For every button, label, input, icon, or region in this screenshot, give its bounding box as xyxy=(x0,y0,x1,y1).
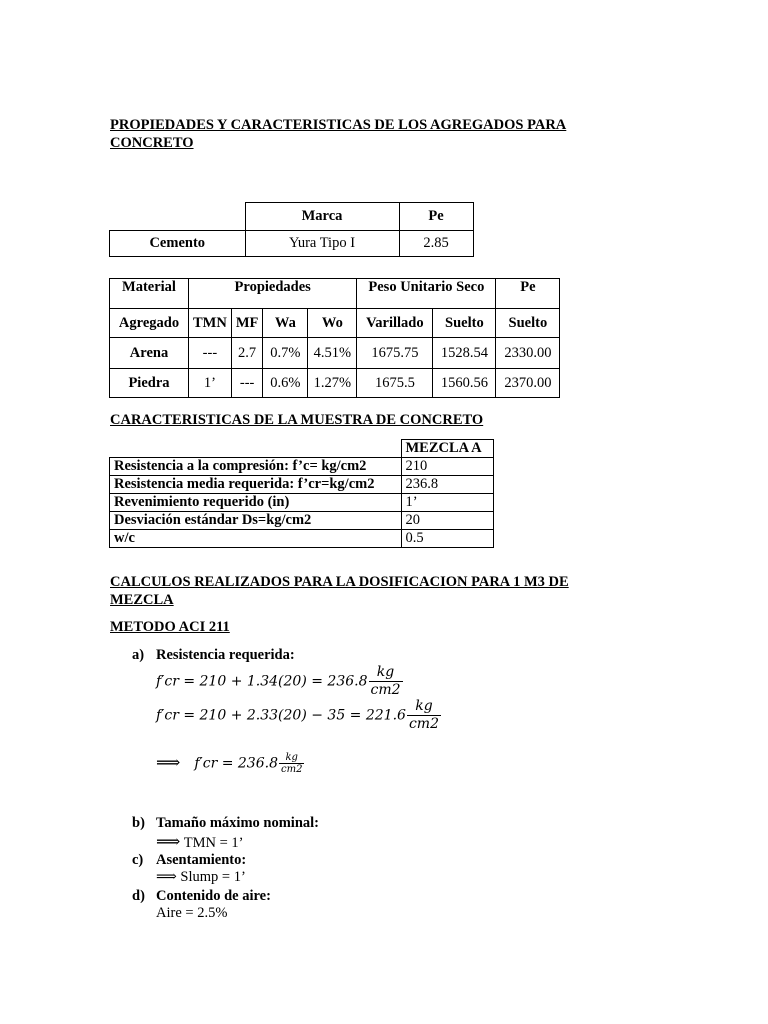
row-value: 20 xyxy=(401,512,493,530)
equation-2 xyxy=(156,698,441,733)
equation-text: f′cr = 236.8 xyxy=(194,755,278,772)
title-line-1: PROPIEDADES Y CARACTERISTICAS DE LOS AGREGADOS PARA xyxy=(110,117,567,133)
table-row xyxy=(110,458,494,476)
header-peso-unitario: Peso Unitario Seco xyxy=(357,279,496,309)
frac-num: kg xyxy=(369,664,403,682)
item-b-value-text: TMN = 1’ xyxy=(183,835,244,851)
cell: 4.51% xyxy=(308,338,357,369)
row-name: Arena xyxy=(110,338,189,369)
method-title: METODO ACI 211 xyxy=(110,619,230,635)
cell: 2330.00 xyxy=(496,338,560,369)
item-c-value-text: Slump = 1’ xyxy=(180,869,246,885)
equation-text: f′cr = 210 + 1.34(20) = 236.8 xyxy=(156,673,368,690)
item-c-marker: c) xyxy=(132,852,144,868)
subheader-wa: Wa xyxy=(263,309,308,338)
frac-den: cm2 xyxy=(280,764,303,775)
section-title-calculos xyxy=(110,573,569,609)
subheader-varillado: Varillado xyxy=(357,309,433,338)
cell: 0.7% xyxy=(263,338,308,369)
equation-text: f′cr = 210 + 2.33(20) − 35 = 221.6 xyxy=(156,707,406,724)
title-line-2: CONCRETO xyxy=(110,135,194,151)
section-title-agregados xyxy=(110,116,566,152)
row-label: Revenimiento requerido (in) xyxy=(110,494,402,512)
row-value: 210 xyxy=(401,458,493,476)
row-label: Desviación estándar Ds=kg/cm2 xyxy=(110,512,402,530)
implies-arrow-icon: ⟹ xyxy=(156,752,181,773)
implies-arrow-icon: ⟹ xyxy=(156,869,177,885)
table-row xyxy=(110,338,560,369)
fraction xyxy=(407,698,441,733)
subheader-wo: Wo xyxy=(308,309,357,338)
cement-marca: Yura Tipo I xyxy=(245,231,399,257)
fraction xyxy=(369,664,403,699)
implies-arrow-icon: ⟹ xyxy=(156,832,181,851)
subheader-suelto: Suelto xyxy=(433,309,496,338)
subheader-tmn: TMN xyxy=(189,309,232,338)
table-row xyxy=(110,530,494,548)
row-label: Resistencia a la compresión: f’c= kg/cm2 xyxy=(110,458,402,476)
cell: 1560.56 xyxy=(433,369,496,398)
item-d-marker: d) xyxy=(132,888,145,904)
cell: 2370.00 xyxy=(496,369,560,398)
cell: 2.7 xyxy=(231,338,263,369)
frac-den: cm2 xyxy=(408,716,439,732)
cell: 1675.75 xyxy=(357,338,433,369)
cement-table xyxy=(109,202,474,257)
header-mezcla-a: MEZCLA A xyxy=(401,440,493,458)
item-d-value: Aire = 2.5% xyxy=(156,905,228,921)
title-line-1: CALCULOS REALIZADOS PARA LA DOSIFICACION PARA 1 M3 DE xyxy=(110,574,569,590)
frac-den: cm2 xyxy=(370,682,401,698)
header-pe: Pe xyxy=(496,279,560,309)
row-value: 236.8 xyxy=(401,476,493,494)
fraction xyxy=(279,752,304,775)
row-value: 1’ xyxy=(401,494,493,512)
row-label: w/c xyxy=(110,530,402,548)
item-b-value xyxy=(156,832,243,852)
table-row xyxy=(110,494,494,512)
table-row xyxy=(110,512,494,530)
cell: 1.27% xyxy=(308,369,357,398)
cement-name: Cemento xyxy=(110,231,246,257)
subheader-agregado: Agregado xyxy=(110,309,189,338)
subheader-suelto-pe: Suelto xyxy=(496,309,560,338)
sample-table xyxy=(109,439,494,548)
item-c-value xyxy=(156,869,246,886)
item-c-label: Asentamiento: xyxy=(156,852,247,868)
item-a-label: Resistencia requerida: xyxy=(156,647,295,663)
row-label: Resistencia media requerida: f’cr=kg/cm2 xyxy=(110,476,402,494)
cement-pe: 2.85 xyxy=(399,231,473,257)
subheader-mf: MF xyxy=(231,309,263,338)
header-propiedades: Propiedades xyxy=(189,279,357,309)
table-row xyxy=(110,369,560,398)
row-name: Piedra xyxy=(110,369,189,398)
equation-3 xyxy=(156,752,304,775)
frac-num: kg xyxy=(279,752,304,764)
frac-num: kg xyxy=(407,698,441,716)
cell: 1’ xyxy=(189,369,232,398)
item-b-marker: b) xyxy=(132,815,145,831)
row-value: 0.5 xyxy=(401,530,493,548)
cell: 1528.54 xyxy=(433,338,496,369)
cell: --- xyxy=(189,338,232,369)
aggregates-table xyxy=(109,278,560,398)
header-marca: Marca xyxy=(245,203,399,231)
table-row xyxy=(110,476,494,494)
item-b-label: Tamaño máximo nominal: xyxy=(156,815,320,831)
cell: 1675.5 xyxy=(357,369,433,398)
header-pe: Pe xyxy=(399,203,473,231)
title-line-2: MEZCLA xyxy=(110,592,174,608)
header-material: Material xyxy=(110,279,189,309)
equation-1 xyxy=(156,664,403,699)
cell: 0.6% xyxy=(263,369,308,398)
section-title-muestra: CARACTERISTICAS DE LA MUESTRA DE CONCRETO xyxy=(110,412,484,428)
item-a-marker: a) xyxy=(132,647,145,663)
cell: --- xyxy=(231,369,263,398)
item-d-label: Contenido de aire: xyxy=(156,888,271,904)
